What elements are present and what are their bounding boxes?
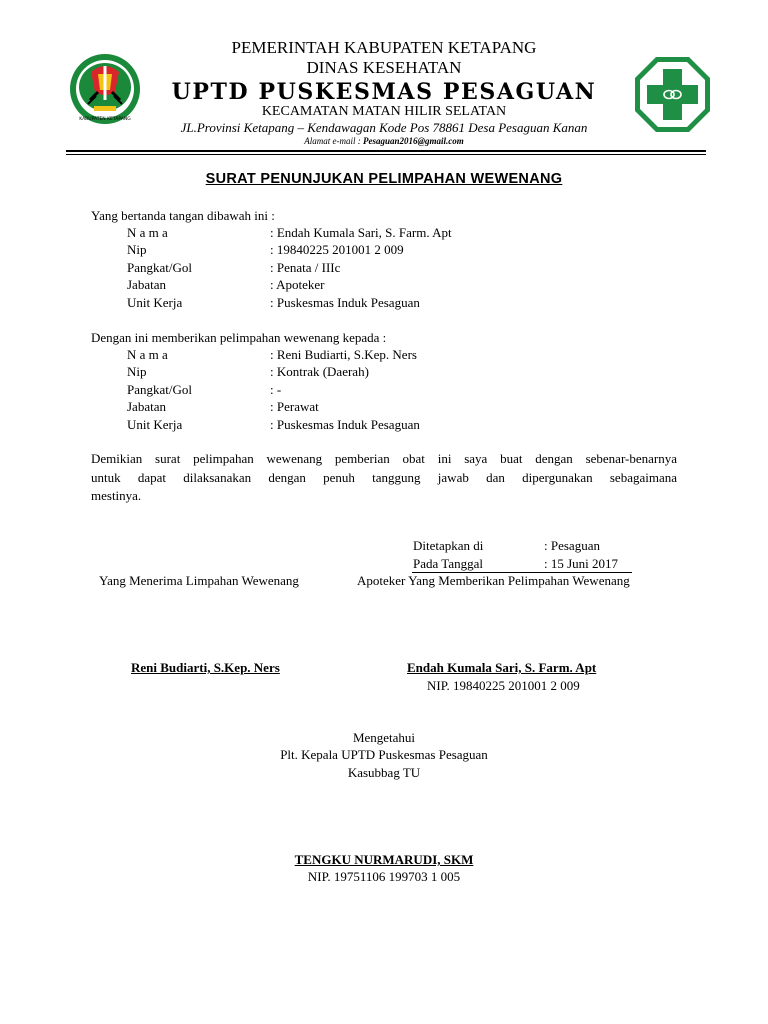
email-address: Pesaguan2016@gmail.com xyxy=(363,136,464,146)
grantee-value-unit: : Puskesmas Induk Pesaguan xyxy=(270,417,420,432)
grantor-value-nama: : Endah Kumala Sari, S. Farm. Apt xyxy=(270,225,452,240)
grantee-label-unit: Unit Kerja xyxy=(127,417,183,432)
acknowledge-unit: Kasubbag TU xyxy=(347,765,421,780)
grantee-value-pangkat: : - xyxy=(270,382,282,397)
giver-title: Apoteker Yang Memberikan Pelimpahan Wewenang xyxy=(357,573,630,588)
grantor-value-nip: : 19840225 201001 2 009 xyxy=(270,242,404,257)
date-value: : 15 Juni 2017 xyxy=(544,556,619,571)
grantor-label-pangkat: Pangkat/Gol xyxy=(127,260,192,275)
grantee-value-nip: : Kontrak (Daerah) xyxy=(270,364,369,379)
grantor-label-nama: N a m a xyxy=(127,225,168,240)
header-district: KECAMATAN MATAN HILIR SELATAN xyxy=(261,104,507,119)
grantor-label-nip: Nip xyxy=(127,242,147,257)
giver-nip: NIP. 19840225 201001 2 009 xyxy=(427,678,580,693)
acknowledge-label: Mengetahui xyxy=(352,730,416,745)
header-email xyxy=(0,135,768,147)
receiver-name: Reni Budiarti, S.Kep. Ners xyxy=(131,660,280,675)
header-department: DINAS KESEHATAN xyxy=(306,58,462,77)
grantee-value-nama: : Reni Budiarti, S.Kep. Ners xyxy=(270,347,417,362)
date-line xyxy=(412,555,632,573)
grantor-value-pangkat: : Penata / IIIc xyxy=(270,260,341,275)
header-address: JL.Provinsi Ketapang – Kendawagan Kode Pos 78861 Desa Pesaguan Kanan xyxy=(180,120,588,135)
grantor-label-unit: Unit Kerja xyxy=(127,295,183,310)
closing-line-1: Demikian surat pelimpahan wewenang pemberian obat ini saya buat dengan sebenar-benarnya xyxy=(91,451,677,466)
header-puskesmas: UPTD PUSKESMAS PESAGUAN xyxy=(171,79,597,105)
grantee-value-jabatan: : Perawat xyxy=(270,399,319,414)
place-label: Ditetapkan di xyxy=(413,538,484,553)
place-value: : Pesaguan xyxy=(544,538,600,553)
acknowledge-position: Plt. Kepala UPTD Puskesmas Pesaguan xyxy=(280,747,488,762)
closing-paragraph xyxy=(91,450,677,506)
grantor-value-jabatan: : Apoteker xyxy=(270,277,325,292)
logo-text: KABUPATEN KETAPANG xyxy=(79,117,131,122)
grantee-label-nip: Nip xyxy=(127,364,147,379)
date-label: Pada Tanggal xyxy=(413,556,483,571)
header-government: PEMERINTAH KABUPATEN KETAPANG xyxy=(231,38,537,57)
giver-name: Endah Kumala Sari, S. Farm. Apt xyxy=(407,660,597,675)
letter-title: SURAT PENUNJUKAN PELIMPAHAN WEWENANG xyxy=(205,171,563,187)
closing-line-2: untuk dapat dilaksanakan dengan penuh tanggung jawab dan dipergunakan sebagaimana xyxy=(91,469,677,485)
intro-text: Yang bertanda tangan dibawah ini : xyxy=(91,208,275,223)
grantee-label-nama: N a m a xyxy=(127,347,168,362)
header-rule xyxy=(66,150,706,152)
grantee-label-pangkat: Pangkat/Gol xyxy=(127,382,192,397)
grantee-label-jabatan: Jabatan xyxy=(127,399,166,414)
receiver-title: Yang Menerima Limpahan Wewenang xyxy=(99,573,299,588)
closing-line-3: mestinya. xyxy=(91,488,142,503)
acknowledge-nip: NIP. 19751106 199703 1 005 xyxy=(307,869,461,884)
grantor-value-unit: : Puskesmas Induk Pesaguan xyxy=(270,295,420,310)
grantor-label-jabatan: Jabatan xyxy=(127,277,166,292)
header-rule-thin xyxy=(66,154,706,155)
acknowledge-name: TENGKU NURMARUDI, SKM xyxy=(294,852,474,867)
email-label: Alamat e-mail : xyxy=(304,136,361,146)
intro2-text: Dengan ini memberikan pelimpahan wewenang kepada : xyxy=(91,330,387,345)
